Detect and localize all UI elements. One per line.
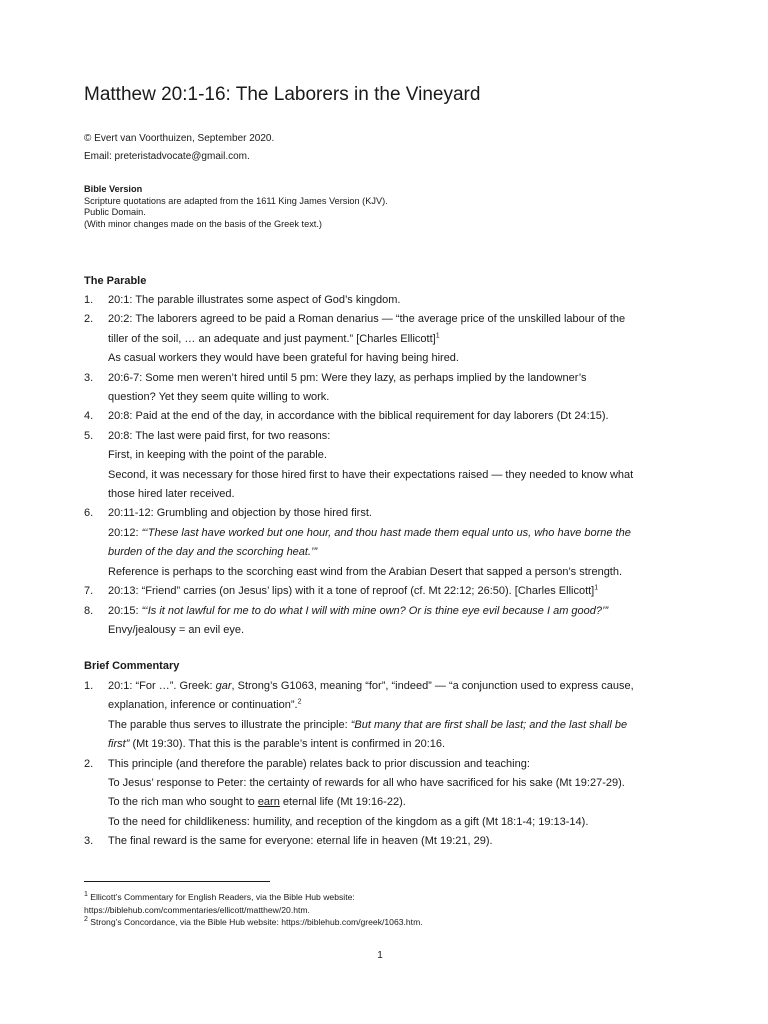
item-number: 8. <box>84 604 94 617</box>
item-line: 20:2: The laborers agreed to be paid a Roman denarius — “the average price of the unskilled labour of the <box>108 313 626 326</box>
item-line: The final reward is the same for everyone: eternal life in heaven (Mt 19:21, 29). <box>108 835 493 848</box>
item-line: First, in keeping with the point of the parable. <box>108 449 327 462</box>
bible-version-block <box>84 184 388 230</box>
list-item <box>84 504 684 582</box>
item-line: 20:6-7: Some men weren’t hired until 5 pm: Were they lazy, as perhaps implied by the landowner’s <box>108 371 587 384</box>
list-item <box>84 602 684 641</box>
footnote-divider <box>84 881 270 882</box>
item-line: Envy/jealousy = an evil eye. <box>108 623 245 636</box>
item-number: 5. <box>84 429 94 442</box>
item-line: those hired later received. <box>108 488 235 501</box>
footnote-1: $^1$ Ellicott’s Commentary for English Readers, via the Bible Hub website: <box>84 891 355 902</box>
page-number: 1 <box>377 950 383 961</box>
parable-list <box>84 291 684 640</box>
copyright-line: © Evert van Voorthuizen, September 2020. <box>84 133 275 144</box>
item-line: To the need for childlikeness: humility, and reception of the kingdom as a gift (Mt 18:1-4; 19:13-14). <box>108 815 589 828</box>
footnote-2: $^2$ Strong’s Concordance, via the Bible Hub website: https://biblehub.com/greek/1063.htm. <box>84 916 423 927</box>
list-item <box>84 755 684 833</box>
list-item <box>84 427 684 505</box>
item-number: 1. <box>84 294 94 306</box>
item-line: Reference is perhaps to the scorching east wind from the Arabian Desert that sapped a person’s strength. <box>108 565 623 578</box>
item-number: 4. <box>84 410 94 423</box>
item-number: 3. <box>84 371 94 384</box>
commentary-heading: Brief Commentary <box>84 660 180 672</box>
bible-version-line: Public Domain. <box>84 207 146 217</box>
item-line: The parable thus serves to illustrate the principle: “But many that are first shall be last; and the last shall be <box>108 718 628 731</box>
bible-version-line: (With minor changes made on the basis of the Greek text.) <box>84 218 322 229</box>
item-line: 20:1: “For …”. Greek: gar, Strong’s G1063, meaning “for”, “indeed” — “a conjunction used to express cause, <box>108 680 634 692</box>
list-item <box>84 582 684 601</box>
item-line: To the rich man who sought to earn eternal life (Mt 19:16-22). <box>108 796 406 809</box>
list-item <box>84 677 684 755</box>
item-line: question? Yet they seem quite willing to work. <box>108 391 330 404</box>
item-line: tiller of the soil, … an adequate and just payment.” [Charles Ellicott]$^1$ <box>108 332 440 345</box>
parable-heading: The Parable <box>84 275 147 287</box>
item-number: 7. <box>84 585 94 598</box>
bible-version-line: Scripture quotations are adapted from the 1611 King James Version (KJV). <box>84 195 388 206</box>
item-line: 20:8: The last were paid first, for two reasons: <box>108 429 331 442</box>
commentary-list <box>84 677 684 852</box>
item-line: 20:15: “‘Is it not lawful for me to do what I will with mine own? Or is thine eye evil because I am good?’” <box>108 604 609 617</box>
footnote-1-url: https://biblehub.com/commentaries/ellicott/matthew/20.htm. <box>84 904 310 915</box>
item-line: 20:1: The parable illustrates some aspect of God’s kingdom. <box>108 294 401 306</box>
page-title: Matthew 20:1-16: The Laborers in the Vineyard <box>84 84 481 105</box>
item-line: first” (Mt 19:30). That this is the parable’s intent is confirmed in 20:16. <box>108 738 446 751</box>
item-line: 20:12: “‘These last have worked but one hour, and thou hast made them equal unto us, who have borne the <box>108 526 631 539</box>
list-item <box>84 310 684 368</box>
item-line: 20:13: “Friend” carries (on Jesus’ lips) with it a tone of reproof (cf. Mt 22:12; 26:50). [Charles Ellicott]$^1$ <box>108 584 599 598</box>
item-line: 20:11-12: Grumbling and objection by those hired first. <box>108 507 372 520</box>
footnote-ref: 2 <box>297 698 302 706</box>
footnote-ref: 1 <box>594 584 599 592</box>
item-number: 6. <box>84 507 94 520</box>
item-line: This principle (and therefore the parable) relates back to prior discussion and teaching: <box>108 757 530 770</box>
item-number: 1. <box>84 680 94 692</box>
item-line: To Jesus’ response to Peter: the certainty of rewards for all who have sacrificed for his sake (Mt 19:27-29). <box>108 777 625 790</box>
item-number: 2. <box>84 313 94 326</box>
list-item <box>84 291 684 310</box>
list-item <box>84 407 684 426</box>
item-line: burden of the day and the scorching heat.’” <box>108 546 318 559</box>
item-line: As casual workers they would have been grateful for having being hired. <box>108 352 459 365</box>
footnotes <box>84 891 644 929</box>
item-line: 20:8: Paid at the end of the day, in accordance with the biblical requirement for day laborers (Dt 24:15). <box>108 410 609 423</box>
item-line: explanation, inference or continuation”.$^2$ <box>108 698 302 712</box>
item-number: 2. <box>84 757 94 770</box>
footnote-ref: 1 <box>435 332 440 340</box>
email-line: Email: preteristadvocate@gmail.com. <box>84 151 250 162</box>
item-number: 3. <box>84 835 94 848</box>
item-line: Second, it was necessary for those hired first to have their expectations raised — they needed to know what <box>108 468 634 481</box>
bible-version-heading: Bible Version <box>84 184 143 194</box>
list-item <box>84 369 684 408</box>
list-item <box>84 832 684 851</box>
